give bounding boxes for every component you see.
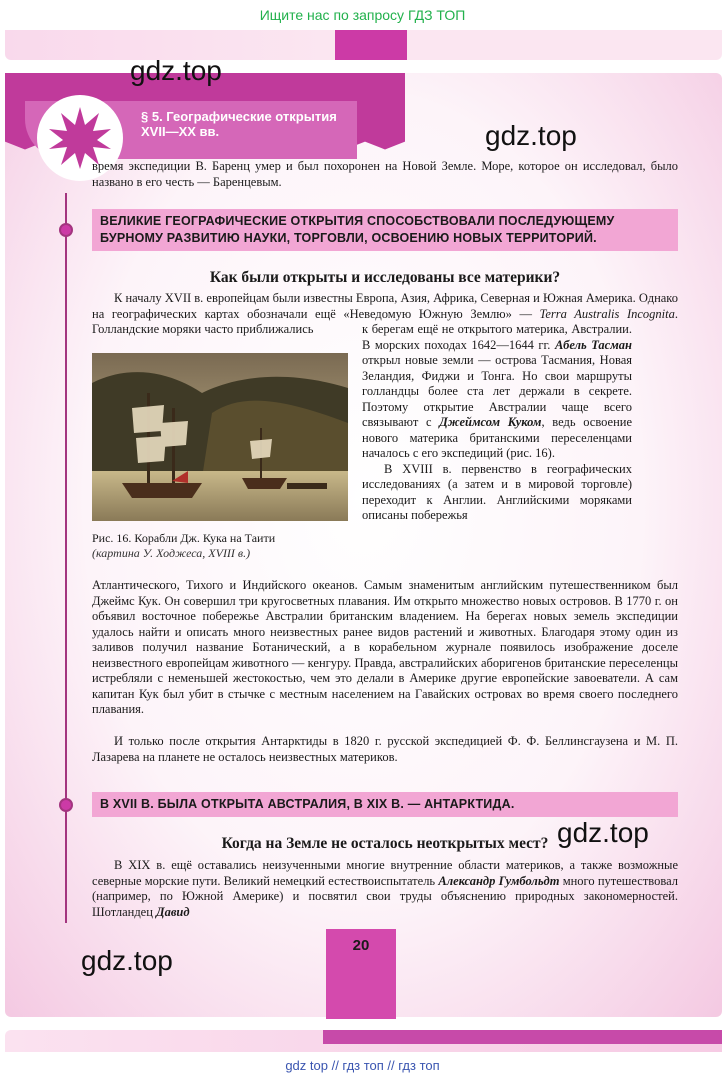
textbook-page [5, 55, 722, 1017]
watermark: gdz.top [485, 120, 577, 151]
next-page-edge [5, 1030, 722, 1052]
paragraph: И только после открытия Антарктиды в 1820 г. русской экспедицией Ф. Ф. Беллинсгаузена и М. П. Лазарева на планете не осталось неизвестных материков. [92, 734, 678, 764]
title-line-1: § 5. Географические открытия [141, 109, 337, 124]
previous-page-tab [335, 30, 407, 60]
watermark: gdz.top [81, 945, 173, 976]
section-title [141, 109, 371, 139]
timeline-dot [59, 798, 73, 812]
section-heading: Как были открыты и исследованы все материки? [209, 269, 561, 286]
paragraph: Атлантического, Тихого и Индийского океанов. Самым знаменитым английским путешественником был Джеймс Кук. Он совершил три кругосветных плавания. Им открыто множество новых островов. В 1770 г. он объявил восточное побережье Австралии британским владением. На берегах новых земель экспедиции удалось найти и описать много неизвестных ранее видов растений и животных. Благодаря этому один из заливов получил название Ботанический, а в корабельном журнале появилось изображение доселе неизвестного европейцам животного — кенгуру. Правда, австралийских аборигенов британские переселенцы истребляли с неменьшей жестокостью, чем это делали в Америке другие европейские завоеватели. А сам капитан Кук был убит в стычке с местным населением на Гавайских островах во время своего последнего плавания. [92, 578, 678, 716]
paragraph: К началу XVII в. европейцам были известны Европа, Азия, Африка, Северная и Южная Америка. Однако на географических картах обозначали ещё «Неведомую Южную Землю» — Terra Australis Incognita. Голландские моряки часто приближались [92, 291, 678, 336]
painting-illustration [92, 353, 348, 521]
figure-image [92, 353, 348, 521]
top-banner[interactable]: Ищите нас по запросу ГДЗ ТОП [259, 7, 466, 23]
callout-box: ВЕЛИКИЕ ГЕОГРАФИЧЕСКИЕ ОТКРЫТИЯ СПОСОБСТВОВАЛИ ПОСЛЕДУЮЩЕМУ БУРНОМУ РАЗВИТИЮ НАУКИ, ТОРГОВЛИ, ОСВОЕНИЮ НОВЫХ ТЕРРИТОРИЙ. [92, 209, 678, 251]
previous-page-edge [5, 30, 722, 60]
timeline-dot [59, 223, 73, 237]
next-page-band [323, 1030, 722, 1044]
section-heading: Когда на Земле не осталось неоткрытых мест? [221, 835, 549, 852]
figure-caption: Рис. 16. Корабли Дж. Кука на Таити (картина У. Ходжеса, XVIII в.) [92, 531, 276, 560]
page-number: 20 [352, 937, 370, 954]
title-line-2: XVII—XX вв. [141, 124, 220, 139]
watermark: gdz.top [557, 817, 649, 848]
callout-box: В XVII В. БЫЛА ОТКРЫТА АВСТРАЛИЯ, В XIX В. — АНТАРКТИДА. [92, 792, 678, 817]
paragraph-column: к берегам ещё не открытого материка, Австралии. В морских походах 1642—1644 гг. Абель Тасман открыл новые земли — острова Тасмания, Новая Зеландия, Фиджи и Тонга. Но свои маршруты голландцы более ста лет держали в секрете. Поэтому открытие Австралии чаще всего связывают с Джеймсом Куком, ведь освоение нового материка британскими переселенцами началось с его экспедиций (рис. 16). В XVIII в. первенство в географических исследованиях (а затем и в мировой торговле) переходит к Англии. Английскими моряками описаны побережья [362, 322, 633, 522]
bottom-links[interactable]: gdz top // гдз топ // гдз топ [285, 1058, 440, 1073]
watermark: gdz.top [130, 55, 222, 86]
intro-paragraph: время экспедиции В. Баренц умер и был похоронен на Новой Земле. Море, которое он исследовал, было названо в его честь — Баренцевым. [92, 159, 678, 189]
paragraph: В XIX в. ещё оставались неизученными многие внутренние области материков, а также возможные северные морские пути. Великий немецкий естествоиспытатель Александр Гумбольдт много путешествовал (например, по Южной Америке) и посвятил свои труды объяснению природных закономерностей. Шотландец Давид [92, 858, 678, 919]
timeline-line [65, 193, 67, 923]
